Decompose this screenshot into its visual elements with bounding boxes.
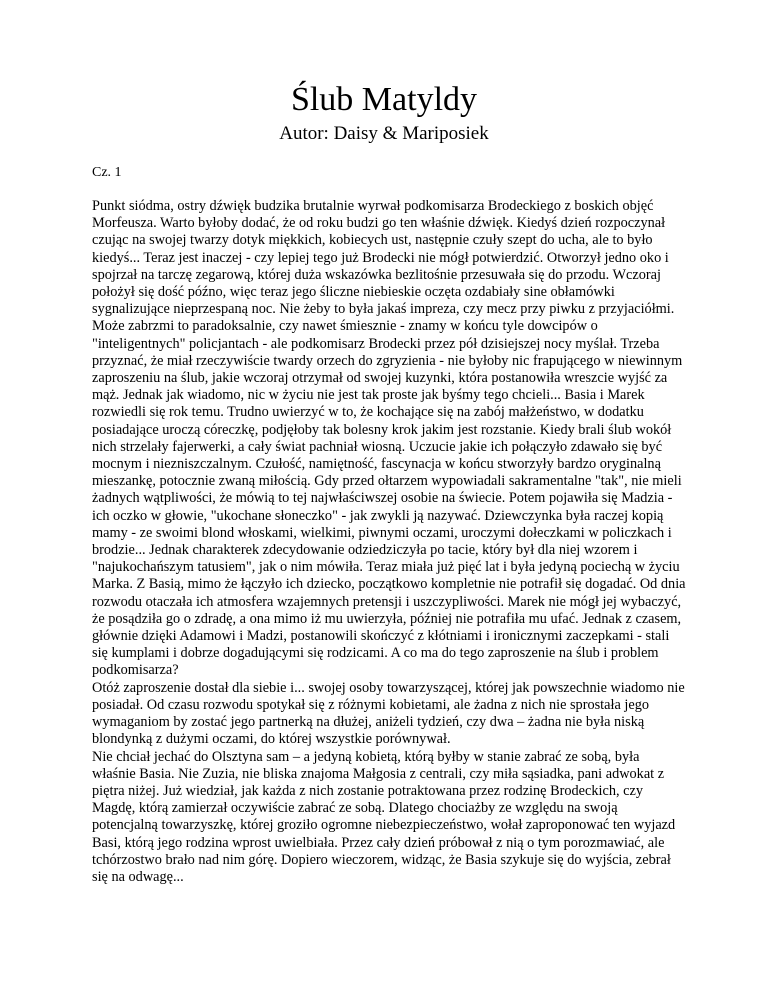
document-title: Ślub Matyldy <box>290 81 478 118</box>
story-paragraph: Punkt siódma, ostry dźwięk budzika brutalnie wyrwał podkomisarza Brodeckiego z boskich objęć Morfeusza. Warto byłoby dodać, że od roku budzi go ten właśnie dźwięk. Kiedyś dzień rozpoczynał czując na swojej twarzy dotyk miękkich, kobiecych ust, następnie czuły szept do ucha, ale to było kiedyś... Teraz jest inaczej - czy lepiej tego już Brodecki nie mógł potwierdzić. Otworzył jedno oko i spojrzał na tarczę zegarową, której duża wskazówka bezlitośnie przesuwała się do przodu. Wczoraj położył się dość późno, więc teraz jego śliczne niebieskie oczęta ozdabiały sine obłamówki sygnalizujące nieprzespaną noc. Nie żeby to była jakaś impreza, czy mecz przy piwku z przyjaciółmi. Może zabrzmi to paradoksalnie, czy nawet śmiesznie - znamy w końcu tyle dowcipów o "inteligentnych" policjantach - ale podkomisarz Brodecki przez pół dzisiejszej nocy myślał. Trzeba przyznać, że miał rzeczywiście twardy orzech do zgryzienia - nie byłoby nic frapującego w niewinnym zaproszeniu na ślub, jakie wczoraj otrzymał od swojej kuzynki, która postanowiła wreszcie wyjść za mąż. Jednak jak wiadomo, nic w życiu nie jest tak proste jak byśmy tego chcieli... Basia i Marek rozwiedli się rok temu. Trudno uwierzyć w to, że kochające się na zabój małżeństwo, w dodatku posiadające uroczą córeczkę, podjęłoby tak bolesny krok jakim jest rozstanie. Kiedy brali ślub wokół nich strzelały fajerwerki, a cały świat pachniał wiosną. Uczucie jakie ich połączyło zdawało się być mocnym i niezniszczalnym. Czułość, namiętność, fascynacja w końcu stworzyły bardzo oryginalną mieszankę, potocznie zwaną miłością. Gdy przed ołtarzem wypowiadali sakramentalne "tak", nie mieli żadnych wątpliwości, że mówią to tej najwłaściwszej osobie na świecie. Potem pojawiła się Madzia - ich oczko w głowie, "ukochane słoneczko" - jak zwykli ją nazywać. Dziewczynka była raczej kopią mamy - ze swoimi blond włoskami, wielkimi, piwnymi oczami, uroczymi dołeczkami w policzkach i brodzie... Jednak charakterek zdecydowanie odziedziczyła po tacie, który był dla niej wzorem i "najukochańszym tatusiem", jak o nim mówiła. Teraz miała już pięć lat i była jedyną pociechą w życiu Marka. Z Basią, mimo że łączyło ich dziecko, początkowo kompletnie nie potrafił się dogadać. Od dnia rozwodu otaczała ich atmosfera wzajemnych pretensji i uszczypliwości. Marek nie mógł jej wybaczyć, że posądziła go o zdradę, a ona mimo iż mu uwierzyła, później nie potrafiła mu ufać. Jednak z czasem, głównie dzięki Adamowi i Madzi, postanowili skończyć z kłótniami i ironicznymi zaczepkami - stali się kumplami i dobrze dogadującymi się rodzicami. A co ma do tego zaproszenie na ślub i problem podkomisarza? <box>92 198 686 679</box>
story-paragraph: Nie chciał jechać do Olsztyna sam – a jedyną kobietą, którą byłby w stanie zabrać ze sobą, była właśnie Basia. Nie Zuzia, nie bliska znajoma Małgosia z centrali, czy miła sąsiadka, pani adwokat z piętra niżej. Już wiedział, jak każda z nich zostanie potraktowana przez rodzinę Brodeckich, czy Magdę, którą zamierzał oczywiście zabrać ze sobą. Dlatego chociażby ze względu na swoją potencjalną towarzyszkę, której groziło ogromne niebezpieczeństwo, wołał zaproponować ten wyjazd Basi, którą jego rodzina wprost uwielbiała. Przez cały dzień próbował z nią o tym porozmawiać, ale tchórzostwo brało nad nim górę. Dopiero wieczorem, widząc, że Basia szykuje się do wyjścia, zebrał się na odwagę... <box>92 748 676 885</box>
story-body <box>92 198 686 886</box>
chapter-heading: Cz. 1 <box>92 165 122 180</box>
document-author: Autor: Daisy & Mariposiek <box>279 123 489 144</box>
story-paragraph: Otóż zaproszenie dostał dla siebie i... swojej osoby towarzyszącej, której jak powszechnie wiadomo nie posiadał. Od czasu rozwodu spotykał się z różnymi kobietami, ale żadna z nich nie sprostała jego wymaganiom by zostać jego partnerką na dłużej, aniżeli tydzień, czy dwa – żadna nie była niską blondynką z dużymi oczami, do której wszystkie porównywał. <box>92 679 685 748</box>
